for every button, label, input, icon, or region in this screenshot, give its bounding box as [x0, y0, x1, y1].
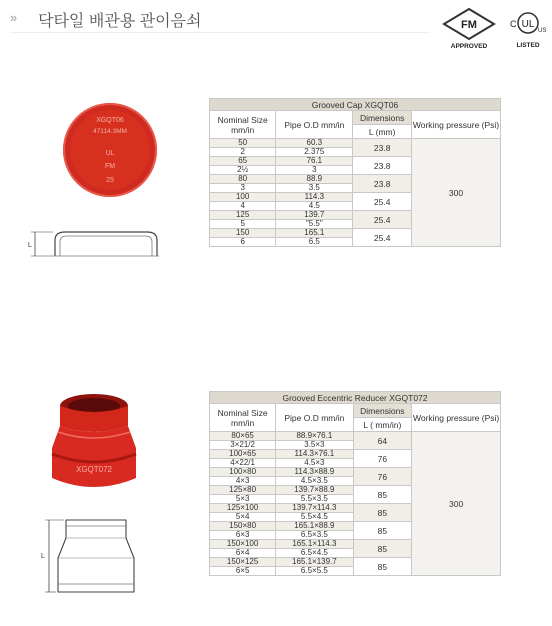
cell-nominal-in: 2: [210, 148, 276, 157]
grooved-cap-image: [60, 100, 160, 200]
cell-l: 25.4: [353, 229, 412, 247]
col-working-pressure: Working pressure (Psi): [412, 404, 501, 432]
col-l: L ( mm/in): [353, 418, 412, 432]
cell-nominal: 125×80: [210, 486, 276, 495]
cell-pipe-in: 4.5×3: [276, 459, 353, 468]
svg-text:C: C: [510, 19, 517, 29]
svg-text:XGQT06: XGQT06: [96, 117, 124, 124]
cell-l: 85: [353, 558, 412, 576]
cell-pipe: 76.1: [276, 157, 353, 166]
cell-working-pressure: 300: [412, 432, 501, 576]
cell-pipe: 139.7×114.3: [276, 504, 353, 513]
svg-text:XGQT072: XGQT072: [75, 465, 113, 474]
svg-text:UL: UL: [521, 19, 535, 30]
cell-nominal-in: 4×22/1: [210, 459, 276, 468]
svg-text:UL: UL: [105, 150, 115, 157]
cell-pipe-in: 4.5×3.5: [276, 477, 353, 486]
cell-pipe: 165.1×139.7: [276, 558, 353, 567]
cell-l: 85: [353, 486, 412, 504]
cell-nominal-in: 5×4: [210, 513, 276, 522]
chevron-double-icon: »: [10, 10, 16, 25]
col-nominal: Nominal Size mm/in: [210, 404, 276, 432]
svg-text:US: US: [538, 28, 547, 34]
cell-nominal: 125: [210, 211, 276, 220]
page-header: [10, 8, 547, 50]
col-pipe-od: Pipe O.D mm/in: [276, 404, 353, 432]
col-dimensions: Dimensions: [353, 404, 412, 418]
cell-nominal: 150×125: [210, 558, 276, 567]
col-dimensions: Dimensions: [353, 111, 412, 125]
col-nominal: Nominal Size mm/in: [210, 111, 276, 139]
cell-nominal-in: 4×3: [210, 477, 276, 486]
col-l: L (mm): [353, 125, 412, 139]
cell-nominal-in: 6×5: [210, 567, 276, 576]
svg-text:L: L: [41, 553, 45, 560]
cell-pipe-in: 6.5×5.5: [276, 567, 353, 576]
svg-text:APPROVED: APPROVED: [450, 43, 488, 50]
cell-nominal-in: 2½: [210, 166, 276, 175]
grooved-cap-drawing: [25, 226, 165, 260]
cell-pipe: 88.9: [276, 175, 353, 184]
svg-text:25: 25: [106, 177, 114, 184]
svg-text:LISTED: LISTED: [516, 42, 540, 49]
svg-text:L: L: [28, 242, 32, 249]
cell-nominal: 65: [210, 157, 276, 166]
cell-nominal: 100×65: [210, 450, 276, 459]
cell-nominal-in: 5×3: [210, 495, 276, 504]
cell-nominal: 125×100: [210, 504, 276, 513]
cell-nominal: 150×100: [210, 540, 276, 549]
cell-pipe-in: 3.5×3: [276, 441, 353, 450]
cell-nominal-in: 3×21/2: [210, 441, 276, 450]
cell-pipe: 60.3: [276, 139, 353, 148]
cell-pipe-in: 3.5: [276, 184, 353, 193]
header-divider: [10, 32, 430, 33]
cell-nominal: 100×80: [210, 468, 276, 477]
cell-pipe-in: 3: [276, 166, 353, 175]
fm-approved-logo: [440, 8, 498, 50]
cell-pipe: 114.3×76.1: [276, 450, 353, 459]
cell-pipe-in: 6.5×3.5: [276, 531, 353, 540]
cell-l: 64: [353, 432, 412, 450]
cell-pipe: 165.1×114.3: [276, 540, 353, 549]
cell-pipe-in: 5.5×3.5: [276, 495, 353, 504]
table-title: Grooved Cap XGQT06: [210, 99, 501, 111]
col-pipe-od: Pipe O.D mm/in: [276, 111, 353, 139]
cell-nominal: 80: [210, 175, 276, 184]
cell-pipe: 114.3: [276, 193, 353, 202]
eccentric-reducer-drawing: [40, 512, 150, 596]
cell-pipe-in: 6.5×4.5: [276, 549, 353, 558]
cell-pipe-in: 4.5: [276, 202, 353, 211]
cell-nominal: 150×80: [210, 522, 276, 531]
cell-l: 85: [353, 504, 412, 522]
col-working-pressure: Working pressure (Psi): [412, 111, 501, 139]
cell-pipe-in: 2.375: [276, 148, 353, 157]
cell-pipe: 165.1: [276, 229, 353, 238]
cell-nominal: 150: [210, 229, 276, 238]
cell-pipe-in: 6.5: [276, 238, 353, 247]
cell-nominal-in: 5: [210, 220, 276, 229]
cell-nominal: 50: [210, 139, 276, 148]
cell-nominal-in: 3: [210, 184, 276, 193]
ul-listed-logo: [507, 8, 547, 54]
cell-l: 25.4: [353, 211, 412, 229]
cell-l: 23.8: [353, 175, 412, 193]
cell-pipe: 114.3×88.9: [276, 468, 353, 477]
svg-text:FM: FM: [104, 163, 116, 170]
cell-pipe: 88.9×76.1: [276, 432, 353, 441]
page-title: 닥타일 배관용 관이음쇠: [38, 13, 202, 30]
cell-nominal-in: 6×3: [210, 531, 276, 540]
cell-nominal-in: 4: [210, 202, 276, 211]
cell-l: 76: [353, 468, 412, 486]
cell-l: 85: [353, 522, 412, 540]
cell-l: 85: [353, 540, 412, 558]
eccentric-reducer-image: [48, 392, 146, 496]
cell-l: 25.4: [353, 193, 412, 211]
grooved-cap-table: [209, 98, 501, 247]
cell-pipe-in: "5.5": [276, 220, 353, 229]
cell-l: 23.8: [353, 157, 412, 175]
cell-pipe: 139.7×88.9: [276, 486, 353, 495]
cell-l: 23.8: [353, 139, 412, 157]
cell-working-pressure: 300: [412, 139, 501, 247]
table-title: Grooved Eccentric Reducer XGQT072: [210, 392, 501, 404]
cell-nominal-in: 6×4: [210, 549, 276, 558]
eccentric-reducer-table: [209, 391, 501, 576]
svg-text:47114.3MM: 47114.3MM: [93, 128, 127, 135]
cell-nominal: 80×65: [210, 432, 276, 441]
cell-pipe-in: 5.5×4.5: [276, 513, 353, 522]
svg-text:FM: FM: [461, 19, 477, 31]
cell-pipe: 165.1×88.9: [276, 522, 353, 531]
cell-nominal-in: 6: [210, 238, 276, 247]
cell-l: 76: [353, 450, 412, 468]
cell-nominal: 100: [210, 193, 276, 202]
cell-pipe: 139.7: [276, 211, 353, 220]
